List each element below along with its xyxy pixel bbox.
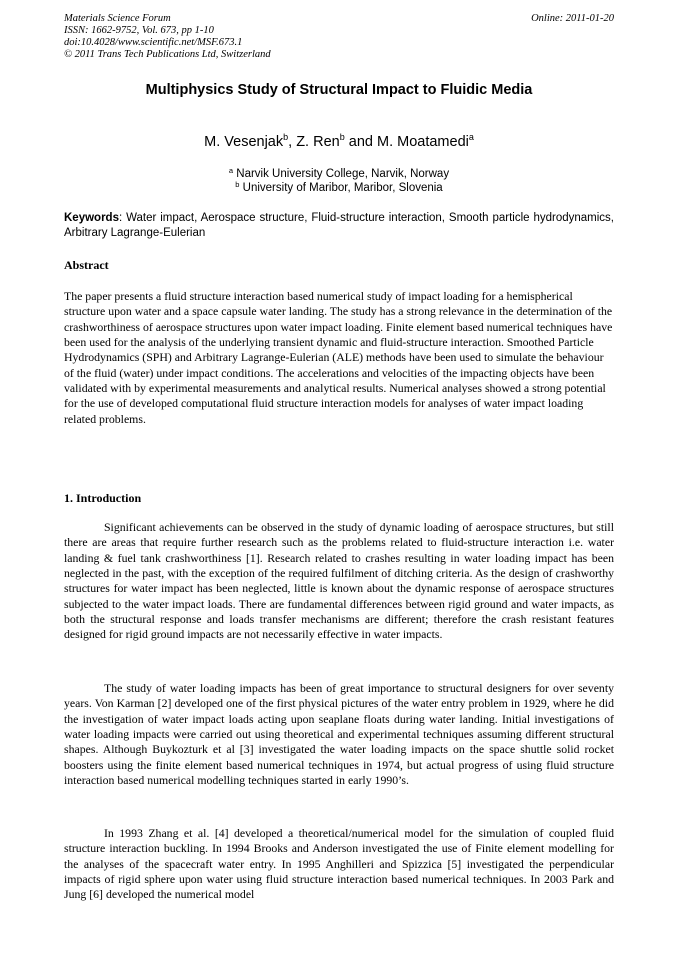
abstract-text: The paper presents a fluid structure interaction based numerical study of impact loading for a hemispherical structure upon water and a space capsule water landing. The study has a strong relevance in the determination of the crashworthiness of aerospace structures upon water impact loading. Finite element based numerical techniques have been used for the analysis of the underlying transient dynamic and fluid-structure interaction. Smoothed Particle Hydrodynamics (SPH) and Arbitrary Lagrange-Eulerian (ALE) methods have been used to simulate the behaviour of the fluid (water) under impact conditions. The accelerations and velocities of the impacting objects have been validated with by experimental measurements and analytical results. Numerical analyses showed a strong potential for the use of developed computational fluid structure interaction models for analyses of water impact loading related problems. [64,289,613,426]
author-affiliation-mark: b [339,132,345,142]
doi-line: doi:10.4028/www.scientific.net/MSF.673.1 [64,37,243,48]
author-name: M. Vesenjak [204,134,284,150]
author-separator: , [288,134,297,150]
affiliation-a [0,167,678,181]
affiliation-b [0,181,678,195]
author-list [0,134,678,150]
keywords-text: : Water impact, Aerospace structure, Fluid-structure interaction, Smooth particle hydrodynamics, Arbitrary Lagrange-Eulerian [64,212,614,239]
author-name: Z. Ren [296,134,340,150]
introduction-paragraph: In 1993 Zhang et al. [4] developed a theoretical/numerical model for the simulation of coupled fluid structure interaction buckling. In 1994 Brooks and Anderson investigated the use of Finite element modelling for the analyses of the spacecraft water entry. In 1995 Anghilleri and Spizzica [5] investigated the perpendicular impacts of rigid sphere upon water using fluid structure interaction based numerical techniques. In 2003 Park and Jung [6] developed the numerical model [64,826,614,902]
keywords [64,211,614,241]
affiliation-text: University of Maribor, Maribor, Slovenia [242,182,443,194]
author-affiliation-mark: b [283,132,289,142]
online-date: Online: 2011-01-20 [531,13,614,24]
journal-name: Materials Science Forum [64,13,171,24]
affiliation-mark: b [235,180,240,189]
introduction-heading: 1. Introduction [64,491,142,505]
affiliation-text: Narvik University College, Narvik, Norway [236,168,450,180]
abstract-heading: Abstract [64,258,109,272]
author-name: M. Moatamedi [376,134,469,150]
author-separator: and [344,134,377,150]
paper-title: Multiphysics Study of Structural Impact to Fluidic Media [145,82,533,98]
journal-header [64,13,271,61]
introduction-paragraph: The study of water loading impacts has been of great importance to structural designers for over seventy years. Von Karman [2] developed one of the first physical pictures of the water entry problem in 1929, where he did the investigation of water impact loads acting upon seaplane floats during water landing. Initial investigations of water loading impacts were carried out using theoretical and experimental techniques assuming different structural shapes. Although Buykozturk et al [3] investigated the water loading impacts on the space shuttle solid rocket boosters using the finite element based numerical techniques in 1974, but actual progress of using fluid structure interaction based numerical modelling techniques started in early 1990’s. [64,681,614,788]
introduction-paragraph: Significant achievements can be observed in the study of dynamic loading of aerospace structures, but still there are areas that require further research such as the problems related to fluid-structure interaction i.e. water landing & fuel tank crashworthiness [1]. Research related to crashes resulting in water loading impact has been neglected in the past, with the exception of the required fulfilment of ditching criteria. As the design of crashworthy structures for water impact has been neglected, little is known about the dynamic response of aerospace structures subjected to the water impact loads. There are fundamental differences between rigid ground and water impacts, as both the structural response and loads transfer mechanisms are different; therefore the crash resistant features designed for rigid ground impacts are not necessarily effective in water impacts. [64,520,614,642]
keywords-label: Keywords [64,212,119,224]
affiliation-mark: a [228,166,234,175]
issn-line: ISSN: 1662-9752, Vol. 673, pp 1-10 [64,25,214,36]
author-affiliation-mark: a [468,132,474,142]
copyright-line: © 2011 Trans Tech Publications Ltd, Switzerland [64,49,271,60]
